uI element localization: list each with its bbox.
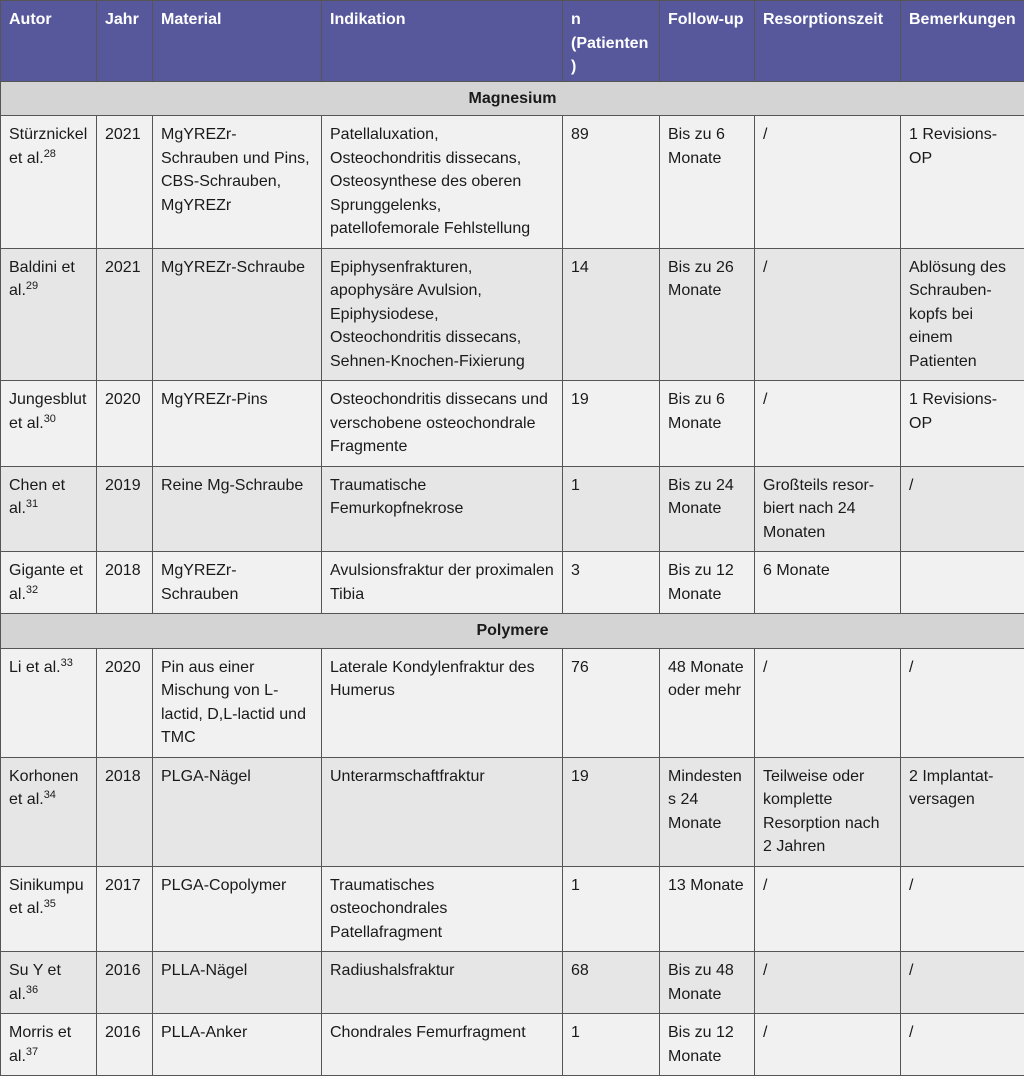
indication-cell: Chondrales Femurfragment	[322, 1014, 563, 1076]
patients-cell: 3	[563, 552, 660, 614]
material-cell: Reine Mg-Schraube	[153, 466, 322, 552]
author-cell	[1, 1014, 97, 1076]
resorption-cell: /	[755, 952, 901, 1014]
indication-cell: Traumatische Femurkopfnekrose	[322, 466, 563, 552]
column-header: Resorptionszeit	[755, 1, 901, 82]
material-cell: MgYREZr-Schrauben und Pins, CBS-Schrauben, MgYREZr	[153, 116, 322, 249]
table-row	[1, 757, 1024, 866]
material-cell: MgYREZr-Schrauben	[153, 552, 322, 614]
year-cell: 2016	[97, 952, 153, 1014]
table-row	[1, 248, 1024, 381]
column-header: Indikation	[322, 1, 563, 82]
reference-number: 32	[26, 584, 38, 596]
followup-cell: 48 Monate oder mehr	[660, 648, 755, 757]
reference-number: 33	[61, 657, 73, 669]
material-cell: MgYREZr-Pins	[153, 381, 322, 467]
section-title: Magnesium	[1, 81, 1024, 116]
author-name: Korhonen et al.	[9, 768, 78, 809]
section-row	[1, 81, 1024, 116]
author-cell	[1, 757, 97, 866]
resorption-cell: /	[755, 381, 901, 467]
material-cell: Pin aus einer Mischung von L-lactid, D,L-lactid und TMC	[153, 648, 322, 757]
author-cell	[1, 381, 97, 467]
year-cell: 2020	[97, 381, 153, 467]
followup-cell: Bis zu 24 Monate	[660, 466, 755, 552]
remarks-cell	[901, 552, 1024, 614]
material-cell: PLGA-Copolymer	[153, 866, 322, 952]
patients-cell: 19	[563, 381, 660, 467]
author-name: Su Y et al.	[9, 962, 61, 1003]
author-cell	[1, 648, 97, 757]
remarks-cell: /	[901, 1014, 1024, 1076]
followup-cell: 13 Monate	[660, 866, 755, 952]
table-row	[1, 648, 1024, 757]
material-cell: PLLA-Anker	[153, 1014, 322, 1076]
remarks-cell: /	[901, 952, 1024, 1014]
reference-number: 28	[44, 148, 56, 160]
author-name: Gigante et al.	[9, 562, 83, 603]
remarks-cell: Ablösung des Schrauben-kopfs bei einem Patienten	[901, 248, 1024, 381]
column-header: n (Patienten)	[563, 1, 660, 82]
reference-number: 30	[44, 413, 56, 425]
patients-cell: 89	[563, 116, 660, 249]
reference-number: 37	[26, 1046, 38, 1058]
column-header: Bemerkungen	[901, 1, 1024, 82]
followup-cell: Bis zu 48 Monate	[660, 952, 755, 1014]
remarks-cell: 1 Revisions-OP	[901, 116, 1024, 249]
column-header: Follow-up	[660, 1, 755, 82]
reference-number: 34	[44, 789, 56, 801]
resorption-cell: 6 Monate	[755, 552, 901, 614]
indication-cell: Laterale Kondylenfraktur des Humerus	[322, 648, 563, 757]
year-cell: 2016	[97, 1014, 153, 1076]
resorption-cell: Großteils resor-biert nach 24 Monaten	[755, 466, 901, 552]
table-row	[1, 466, 1024, 552]
resorption-cell: /	[755, 866, 901, 952]
author-cell	[1, 952, 97, 1014]
resorption-cell: /	[755, 248, 901, 381]
followup-cell: Bis zu 26 Monate	[660, 248, 755, 381]
indication-cell: Patellaluxation, Osteochondritis dissecans, Osteosynthese des oberen Sprunggelenks, patellofemorale Fehlstellung	[322, 116, 563, 249]
author-name: Li et al.	[9, 659, 61, 676]
author-name: Morris et al.	[9, 1024, 71, 1065]
remarks-cell: 1 Revisions-OP	[901, 381, 1024, 467]
column-header: Jahr	[97, 1, 153, 82]
resorption-cell: /	[755, 116, 901, 249]
material-cell: PLGA-Nägel	[153, 757, 322, 866]
indication-cell: Unterarmschaftfraktur	[322, 757, 563, 866]
resorption-cell: /	[755, 1014, 901, 1076]
remarks-cell: /	[901, 466, 1024, 552]
material-cell: MgYREZr-Schraube	[153, 248, 322, 381]
followup-cell: Bis zu 12 Monate	[660, 1014, 755, 1076]
author-name: Stürznickel et al.	[9, 126, 87, 167]
patients-cell: 76	[563, 648, 660, 757]
remarks-cell: /	[901, 648, 1024, 757]
patients-cell: 1	[563, 466, 660, 552]
year-cell: 2019	[97, 466, 153, 552]
table-row	[1, 952, 1024, 1014]
author-name: Jungesblut et al.	[9, 391, 86, 432]
author-name: Sinikumpu et al.	[9, 877, 84, 918]
section-row	[1, 614, 1024, 649]
year-cell: 2018	[97, 552, 153, 614]
author-name: Chen et al.	[9, 477, 65, 518]
indication-cell: Avulsionsfraktur der proximalen Tibia	[322, 552, 563, 614]
indication-cell: Epiphysenfrakturen, apophysäre Avulsion, Epiphysiodese, Osteochondritis dissecans, Sehnen-Knochen-Fixierung	[322, 248, 563, 381]
reference-number: 35	[44, 898, 56, 910]
table-row	[1, 552, 1024, 614]
patients-cell: 14	[563, 248, 660, 381]
author-cell	[1, 466, 97, 552]
reference-number: 31	[26, 498, 38, 510]
table-row	[1, 1014, 1024, 1076]
reference-number: 29	[26, 280, 38, 292]
header-row	[1, 1, 1024, 82]
indication-cell: Osteochondritis dissecans und verschobene osteochondrale Fragmente	[322, 381, 563, 467]
table-row	[1, 381, 1024, 467]
author-cell	[1, 866, 97, 952]
year-cell: 2021	[97, 248, 153, 381]
followup-cell: Bis zu 12 Monate	[660, 552, 755, 614]
patients-cell: 68	[563, 952, 660, 1014]
author-name: Baldini et al.	[9, 259, 75, 300]
year-cell: 2017	[97, 866, 153, 952]
reference-number: 36	[26, 984, 38, 996]
table-row	[1, 866, 1024, 952]
indication-cell: Traumatisches osteochondrales Patellafragment	[322, 866, 563, 952]
resorption-cell: /	[755, 648, 901, 757]
remarks-cell: /	[901, 866, 1024, 952]
year-cell: 2021	[97, 116, 153, 249]
patients-cell: 1	[563, 1014, 660, 1076]
author-cell	[1, 248, 97, 381]
indication-cell: Radiushalsfraktur	[322, 952, 563, 1014]
year-cell: 2020	[97, 648, 153, 757]
column-header: Material	[153, 1, 322, 82]
table-row	[1, 116, 1024, 249]
table-body	[1, 81, 1024, 1076]
column-header: Autor	[1, 1, 97, 82]
patients-cell: 1	[563, 866, 660, 952]
year-cell: 2018	[97, 757, 153, 866]
author-cell	[1, 552, 97, 614]
patients-cell: 19	[563, 757, 660, 866]
followup-cell: Bis zu 6 Monate	[660, 381, 755, 467]
resorption-cell: Teilweise oder komplette Resorption nach 2 Jahren	[755, 757, 901, 866]
author-cell	[1, 116, 97, 249]
remarks-cell: 2 Implantat-versagen	[901, 757, 1024, 866]
followup-cell: Mindestens 24 Monate	[660, 757, 755, 866]
followup-cell: Bis zu 6 Monate	[660, 116, 755, 249]
section-title: Polymere	[1, 614, 1024, 649]
material-cell: PLLA-Nägel	[153, 952, 322, 1014]
